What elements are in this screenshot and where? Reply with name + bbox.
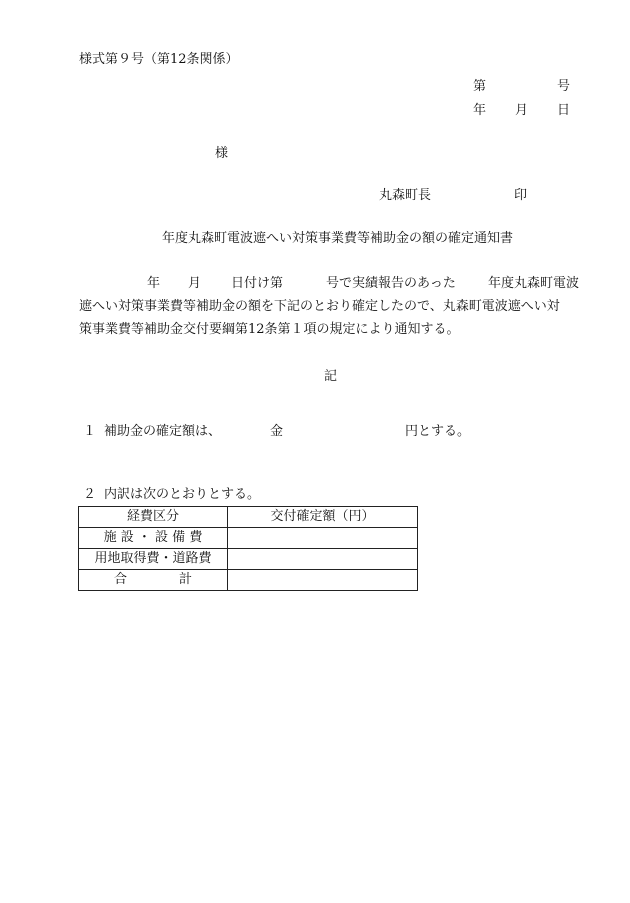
table-row <box>79 549 418 570</box>
issuer-title: 丸森町長 <box>379 188 432 203</box>
row-amount-land-road <box>228 549 418 570</box>
body-year: 年 <box>147 276 161 291</box>
header-confirmed-amount: 交付確定額（円） <box>228 507 418 528</box>
item2-text: 内訳は次のとおりとする。 <box>104 487 261 502</box>
header-expense-category: 経費区分 <box>79 507 228 528</box>
row-label-total: 合 計 <box>79 570 228 591</box>
item1-yen: 円とする。 <box>405 424 471 439</box>
item1-text: 補助金の確定額は、 <box>104 424 222 439</box>
row-amount-facilities <box>228 528 418 549</box>
body-line3: 策事業費等補助金交付要綱第12条第１項の規定により通知する。 <box>79 322 460 337</box>
date-day: 日 <box>557 103 571 118</box>
table-row <box>79 528 418 549</box>
item1-kin: 金 <box>270 424 284 439</box>
table-header-row <box>79 507 418 528</box>
body-line2: 遮へい対策事業費等補助金の額を下記のとおり確定したので、丸森町電波遮へい対 <box>79 299 560 314</box>
table-row <box>79 570 418 591</box>
body-month: 月 <box>188 276 202 291</box>
row-amount-total <box>228 570 418 591</box>
breakdown-table <box>78 506 418 591</box>
addressee-suffix: 様 <box>215 146 229 161</box>
doc-no-suffix: 号 <box>557 79 571 94</box>
ki-heading: 記 <box>324 369 338 384</box>
item2-number: ２ <box>83 487 97 502</box>
doc-no-prefix: 第 <box>473 79 487 94</box>
body-line1-tail: 年度丸森町電波 <box>488 276 580 291</box>
issuer-seal: 印 <box>514 188 528 203</box>
item1-number: １ <box>83 424 97 439</box>
row-label-facilities: 施 設 ・ 設 備 費 <box>79 528 228 549</box>
date-year: 年 <box>473 103 487 118</box>
document-title: 年度丸森町電波遮へい対策事業費等補助金の額の確定通知書 <box>162 231 514 246</box>
body-dated-prefix: 日付け第 <box>231 276 284 291</box>
row-label-land-road: 用地取得費・道路費 <box>79 549 228 570</box>
date-month: 月 <box>515 103 529 118</box>
body-text-after-no: 号で実績報告のあった <box>326 276 456 291</box>
form-number: 様式第９号（第12条関係） <box>79 52 239 67</box>
